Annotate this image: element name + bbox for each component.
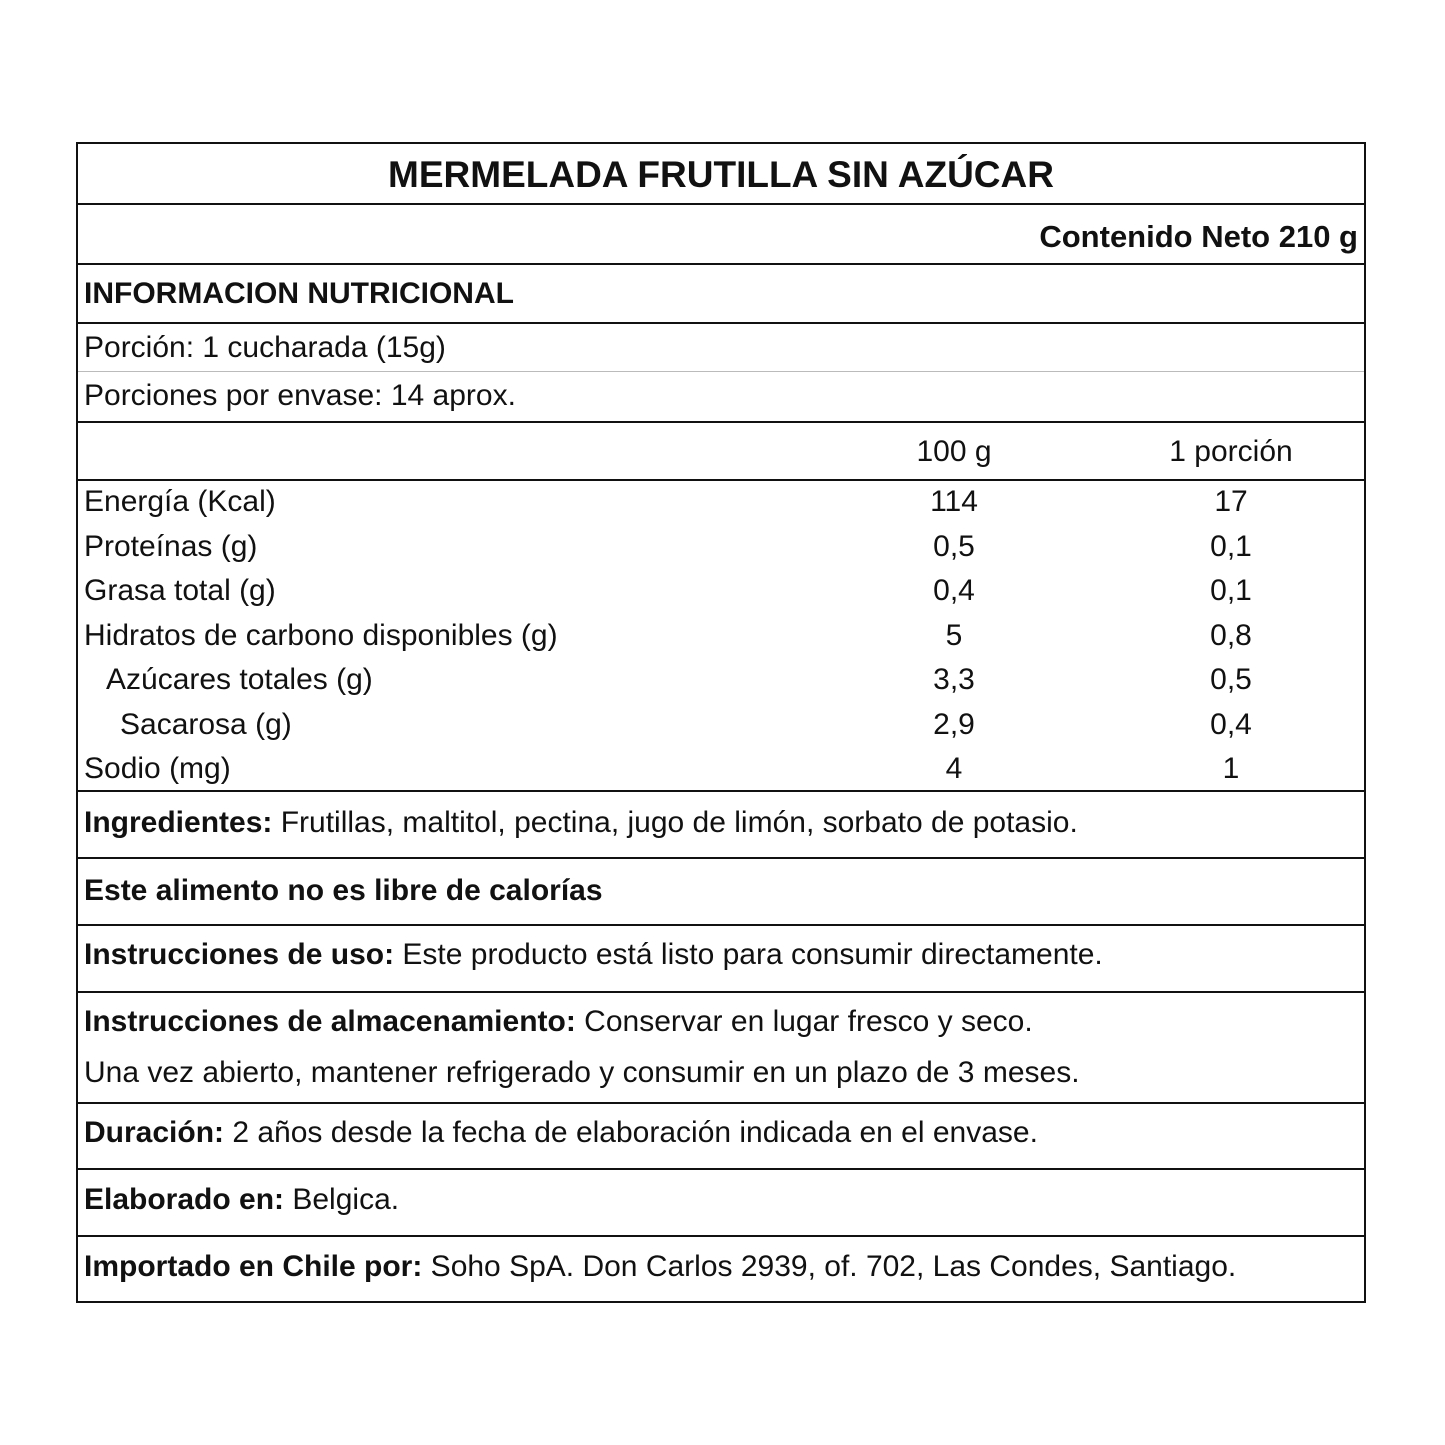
nutrient-label: Sodio (mg): [84, 752, 231, 785]
usage-instructions: [84, 938, 1103, 972]
nutrient-label: Proteínas (g): [84, 530, 258, 563]
column-header-row: [78, 421, 1364, 479]
duration: [84, 1116, 1038, 1150]
duration-text: 2 años desde la fecha de elaboración indicada en el envase.: [224, 1116, 1038, 1149]
nutrient-row: [78, 663, 1364, 707]
nutrient-label: Azúcares totales (g): [106, 663, 373, 696]
nutrient-row: [78, 530, 1364, 574]
storage-label: Instrucciones de almacenamiento:: [84, 1005, 576, 1038]
calorie-notice-row: [78, 857, 1364, 924]
importer-label: Importado en Chile por:: [84, 1250, 423, 1283]
servings-per-container-row: [78, 371, 1364, 421]
storage-text: Conservar en lugar fresco y seco.: [575, 1005, 1033, 1038]
column-header-portion: 1 porción: [1169, 435, 1293, 468]
serving-size: Porción: 1 cucharada (15g): [84, 331, 446, 364]
nutrient-value-portion: 0,4: [1210, 708, 1252, 741]
ingredients-row: [78, 790, 1364, 857]
nutrient-value-100g: 114: [930, 485, 978, 518]
nutrient-value-portion: 0,8: [1210, 619, 1252, 652]
nutrient-value-100g: 2,9: [933, 708, 975, 741]
ingredients-text: Frutillas, maltitol, pectina, jugo de limón, sorbato de potasio.: [272, 806, 1078, 839]
usage-text: Este producto está listo para consumir directamente.: [394, 938, 1103, 971]
storage-line-2: Una vez abierto, mantener refrigerado y consumir en un plazo de 3 meses.: [84, 1056, 1080, 1089]
serving-row: [78, 322, 1364, 371]
duration-label: Duración:: [84, 1116, 225, 1149]
nutrient-value-100g: 4: [945, 752, 963, 785]
nutrient-row: [78, 574, 1364, 618]
nutrient-value-100g: 3,3: [933, 663, 975, 696]
nutrient-value-portion: 1: [1222, 752, 1240, 785]
usage-row: [78, 924, 1364, 991]
ingredients: [84, 806, 1078, 840]
nutrient-label: Hidratos de carbono disponibles (g): [84, 619, 558, 652]
storage-instructions: [84, 1005, 1033, 1039]
nutrient-row: [78, 619, 1364, 663]
nutrient-value-100g: 0,4: [933, 574, 975, 607]
duration-row: [78, 1102, 1364, 1168]
nutrient-value-100g: 5: [945, 619, 963, 652]
nutrient-value-portion: 0,1: [1210, 530, 1252, 563]
nutrition-heading: INFORMACION NUTRICIONAL: [84, 277, 514, 310]
nutrient-value-portion: 0,5: [1210, 663, 1252, 696]
net-content: Contenido Neto 210 g: [1039, 219, 1358, 254]
nutrient-value-portion: 0,1: [1210, 574, 1252, 607]
column-header-100g: 100 g: [916, 435, 992, 468]
made-in-row: [78, 1168, 1364, 1235]
importer: [84, 1250, 1236, 1284]
storage-row: [78, 991, 1364, 1102]
usage-label: Instrucciones de uso:: [84, 938, 395, 971]
nutrient-row: [78, 708, 1364, 752]
calorie-notice: Este alimento no es libre de calorías: [84, 874, 603, 907]
importer-text: Soho SpA. Don Carlos 2939, of. 702, Las Condes, Santiago.: [422, 1250, 1237, 1283]
servings-per-container: Porciones por envase: 14 aprox.: [84, 379, 516, 412]
nutrient-value-portion: 17: [1214, 485, 1248, 518]
net-content-row: [78, 203, 1364, 263]
nutrition-label: [76, 142, 1366, 1303]
made-in: [84, 1183, 399, 1217]
nutrient-label: Energía (Kcal): [84, 485, 276, 518]
title-row: [78, 144, 1364, 203]
nutrient-label: Grasa total (g): [84, 574, 276, 607]
nutrients-table: [78, 479, 1364, 790]
product-title: MERMELADA FRUTILLA SIN AZÚCAR: [388, 154, 1054, 195]
ingredients-label: Ingredientes:: [84, 806, 273, 839]
nutrition-heading-row: [78, 263, 1364, 322]
importer-row: [78, 1235, 1364, 1301]
made-in-label: Elaborado en:: [84, 1183, 285, 1216]
nutrient-label: Sacarosa (g): [120, 708, 292, 741]
made-in-text: Belgica.: [284, 1183, 400, 1216]
nutrient-row: [78, 485, 1364, 529]
nutrient-value-100g: 0,5: [933, 530, 975, 563]
